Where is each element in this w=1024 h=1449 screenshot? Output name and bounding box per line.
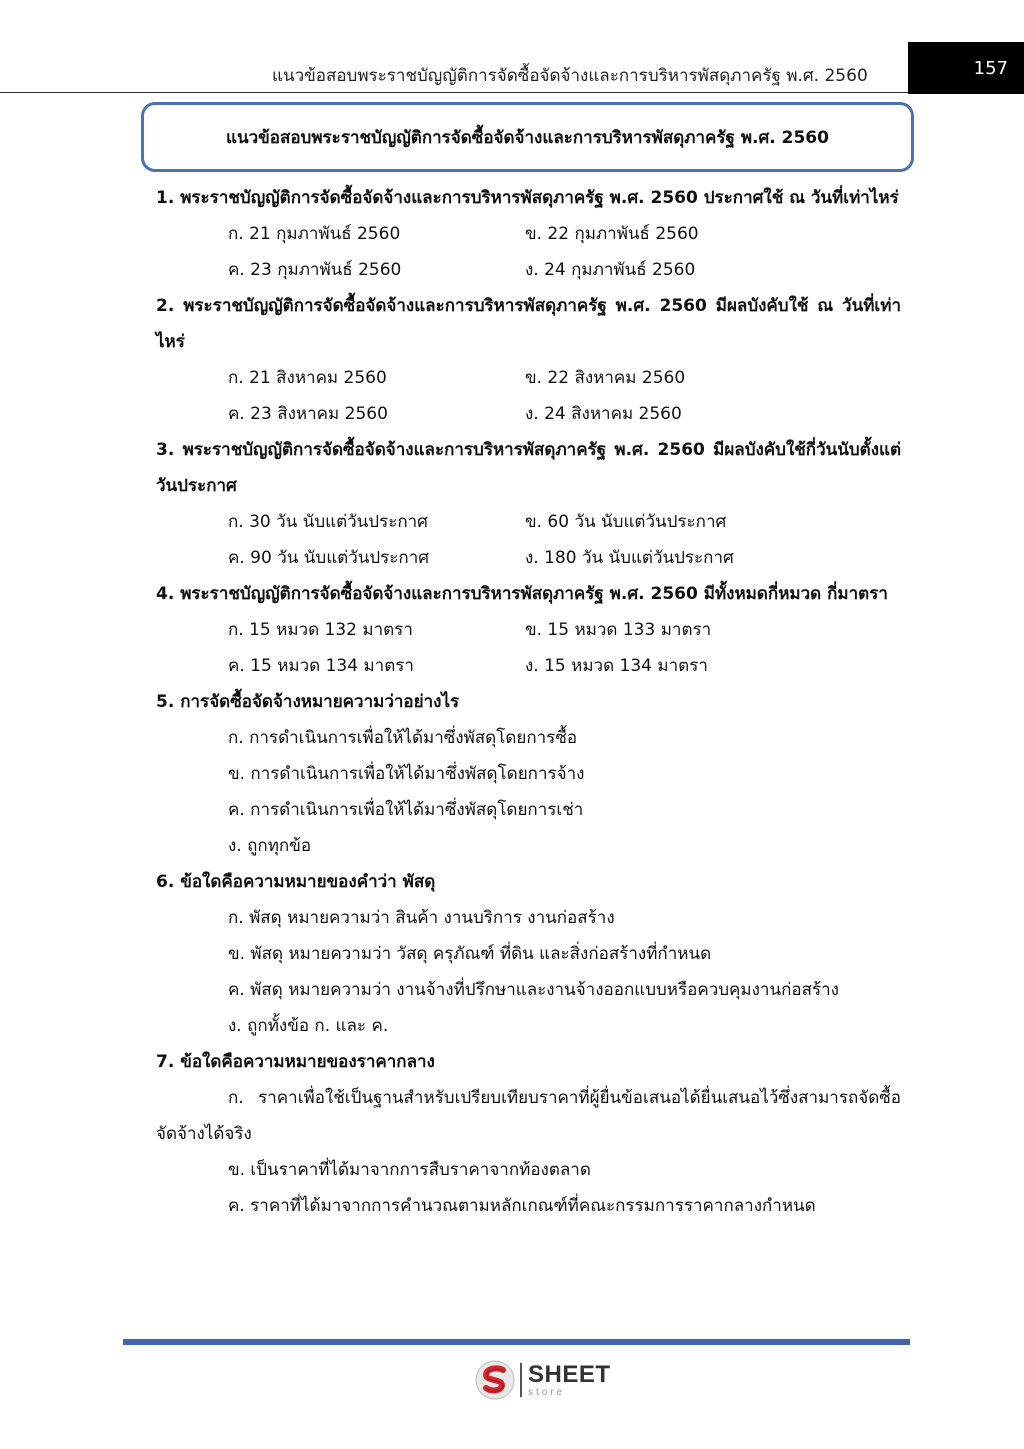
option-b: ข. การดำเนินการเพื่อให้ได้มาซึ่งพัสดุโดยการจ้าง	[228, 764, 585, 784]
option-d: ง. ถูกทั้งข้อ ก. และ ค.	[228, 1016, 389, 1036]
sheet-store-logo	[474, 1356, 611, 1404]
option-a: ก. พัสดุ หมายความว่า สินค้า งานบริการ งานก่อสร้าง	[228, 908, 615, 928]
logo-divider	[520, 1363, 522, 1397]
question-3	[156, 432, 901, 576]
footer-rule	[123, 1339, 910, 1345]
option-a: ก. 30 วัน นับแต่วันประกาศ	[228, 512, 428, 532]
question-5	[156, 684, 901, 864]
logo-text: SHEET	[528, 1360, 611, 1388]
option-c: ค. 23 สิงหาคม 2560	[228, 404, 388, 424]
option-c: ค. 23 กุมภาพันธ์ 2560	[228, 260, 402, 280]
option-d: ง. ถูกทุกข้อ	[228, 836, 312, 856]
option-a: ก. 21 กุมภาพันธ์ 2560	[228, 224, 401, 244]
question-2	[156, 288, 901, 432]
question-4	[156, 576, 901, 684]
page-number-text: 157	[973, 57, 1008, 79]
question-text: 7. ข้อใดคือความหมายของราคากลาง	[156, 1052, 435, 1072]
question-text: 1. พระราชบัญญัติการจัดซื้อจัดจ้างและการบริหารพัสดุภาครัฐ พ.ศ. 2560 ประกาศใช้ ณ วันที่เท่าไหร่	[156, 188, 899, 208]
option-b: ข. พัสดุ หมายความว่า วัสดุ ครุภัณฑ์ ที่ดิน และสิ่งก่อสร้างที่กำหนด	[228, 944, 712, 964]
option-b: ข. 15 หมวด 133 มาตรา	[525, 620, 712, 640]
option-a: ก. ราคาเพื่อใช้เป็นฐานสำหรับเปรียบเทียบราคาที่ผู้ยื่นข้อเสนอได้ยื่นเสนอไว้ซึ่งสามารถจัดซื้อจัดจ้างได้จริง	[156, 1088, 901, 1144]
option-d: ง. 24 กุมภาพันธ์ 2560	[525, 260, 696, 280]
page-number	[908, 42, 1024, 94]
question-list	[156, 180, 901, 1224]
running-title: แนวข้อสอบพระราชบัญญัติการจัดซื้อจัดจ้างและการบริหารพัสดุภาครัฐ พ.ศ. 2560	[272, 66, 868, 86]
option-d: ง. 15 หมวด 134 มาตรา	[525, 656, 708, 676]
logo-subtext: store	[528, 1386, 566, 1398]
option-a: ก. 21 สิงหาคม 2560	[228, 368, 387, 388]
question-7	[156, 1044, 901, 1224]
question-text: 4. พระราชบัญญัติการจัดซื้อจัดจ้างและการบริหารพัสดุภาครัฐ พ.ศ. 2560 มีทั้งหมดกี่หมวด กี่มาตรา	[156, 584, 888, 604]
option-b: ข. 22 สิงหาคม 2560	[525, 368, 686, 388]
option-c: ค. 90 วัน นับแต่วันประกาศ	[228, 548, 430, 568]
question-text: 5. การจัดซื้อจัดจ้างหมายความว่าอย่างไร	[156, 692, 460, 712]
option-c: ค. พัสดุ หมายความว่า งานจ้างที่ปรึกษาและงานจ้างออกแบบหรือควบคุมงานก่อสร้าง	[228, 980, 839, 1000]
option-c: ค. ราคาที่ได้มาจากการคำนวณตามหลักเกณฑ์ที่คณะกรรมการราคากลางกำหนด	[228, 1196, 816, 1216]
question-1	[156, 180, 901, 288]
header-rule	[0, 92, 908, 93]
option-c: ค. การดำเนินการเพื่อให้ได้มาซึ่งพัสดุโดยการเช่า	[228, 800, 584, 820]
title-box	[141, 102, 914, 172]
question-text: 3. พระราชบัญญัติการจัดซื้อจัดจ้างและการบริหารพัสดุภาครัฐ พ.ศ. 2560 มีผลบังคับใช้กี่วันนับตั้งแต่วันประกาศ	[156, 440, 902, 496]
option-a: ก. การดำเนินการเพื่อให้ได้มาซึ่งพัสดุโดยการซื้อ	[228, 728, 578, 748]
option-c: ค. 15 หมวด 134 มาตรา	[228, 656, 414, 676]
option-b: ข. เป็นราคาที่ได้มาจากการสืบราคาจากท้องตลาด	[228, 1160, 591, 1180]
title-box-text: แนวข้อสอบพระราชบัญญัติการจัดซื้อจัดจ้างและการบริหารพัสดุภาครัฐ พ.ศ. 2560	[226, 127, 829, 148]
option-b: ข. 60 วัน นับแต่วันประกาศ	[525, 512, 727, 532]
question-6	[156, 864, 901, 1044]
option-d: ง. 24 สิงหาคม 2560	[525, 404, 682, 424]
question-text: 2. พระราชบัญญัติการจัดซื้อจัดจ้างและการบริหารพัสดุภาครัฐ พ.ศ. 2560 มีผลบังคับใช้ ณ วันที่เท่าไหร่	[156, 296, 901, 352]
option-a: ก. 15 หมวด 132 มาตรา	[228, 620, 413, 640]
question-text: 6. ข้อใดคือความหมายของคำว่า พัสดุ	[156, 872, 436, 892]
option-b: ข. 22 กุมภาพันธ์ 2560	[525, 224, 699, 244]
option-d: ง. 180 วัน นับแต่วันประกาศ	[525, 548, 734, 568]
sheet-store-s-logo-icon	[474, 1359, 516, 1401]
